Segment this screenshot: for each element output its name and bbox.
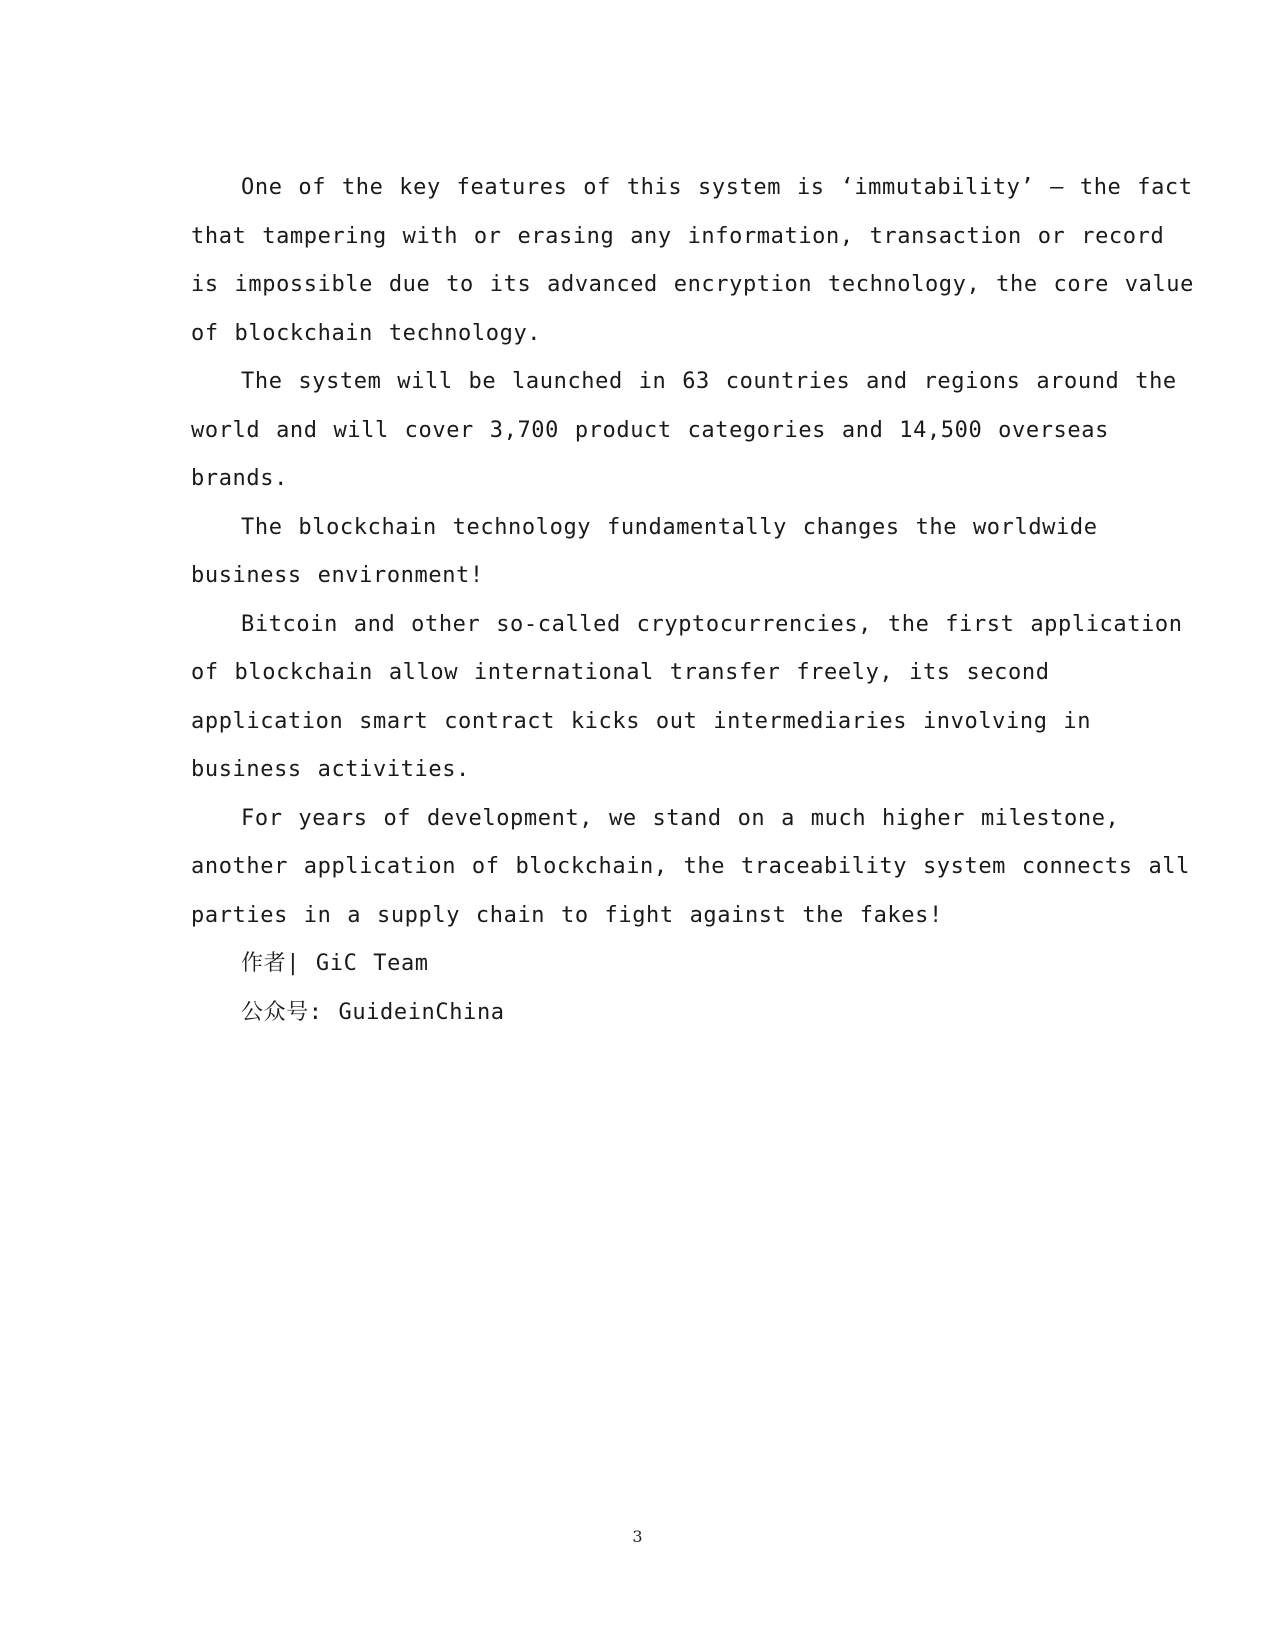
paragraph-business-environment — [191, 504, 1098, 601]
text-line: The blockchain technology fundamentally changes the worldwide — [241, 514, 1098, 540]
text-line: Bitcoin and other so-called cryptocurrencies, the first application — [241, 611, 1183, 637]
page-number: 3 — [632, 1527, 643, 1546]
text-line: parties in a supply chain to fight against the fakes! — [191, 902, 943, 928]
text-line: For years of development, we stand on a much higher milestone, — [241, 805, 1120, 831]
account-text: 公众号: GuideinChina — [241, 999, 505, 1025]
text-line: The system will be launched in 63 countries and regions around the — [241, 369, 1177, 394]
paragraph-traceability — [191, 795, 1191, 941]
text-line: application smart contract kicks out intermediaries involving in — [191, 708, 1092, 734]
text-line: One of the key features of this system is ‘immutability’ – the fact — [241, 175, 1193, 200]
text-line: another application of blockchain, the traceability system connects all — [191, 854, 1191, 879]
text-line: of blockchain technology. — [191, 320, 542, 346]
document-body — [191, 164, 1195, 1037]
paragraph-immutability — [191, 164, 1195, 358]
text-line: business environment! — [191, 563, 484, 588]
paragraph-launch — [191, 358, 1177, 504]
text-line: business activities. — [191, 757, 470, 782]
text-line: of blockchain allow international transfer freely, its second — [191, 660, 1050, 685]
text-line: world and will cover 3,700 product categories and 14,500 overseas — [191, 417, 1109, 443]
paragraph-bitcoin — [191, 601, 1183, 795]
author-line — [191, 940, 1091, 989]
author-text: 作者| GiC Team — [241, 951, 429, 976]
text-line: brands. — [191, 466, 288, 491]
account-line — [191, 989, 1091, 1038]
text-line: is impossible due to its advanced encryption technology, the core value — [191, 272, 1195, 297]
text-line: that tampering with or erasing any information, transaction or record — [191, 223, 1165, 249]
